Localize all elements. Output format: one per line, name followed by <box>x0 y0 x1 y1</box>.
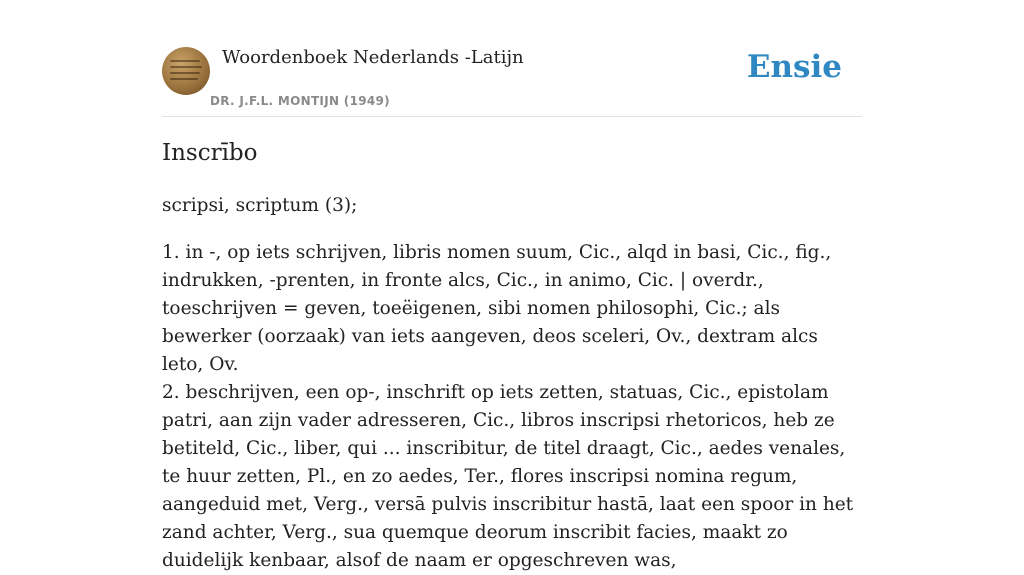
entry-content <box>162 192 862 575</box>
book-author: DR. J.F.L. MONTIJN (1949) <box>210 94 390 108</box>
ensie-logo-link[interactable]: Ensie <box>746 49 842 85</box>
coin-inscription-line <box>170 72 200 74</box>
coin-medallion-icon[interactable] <box>162 47 210 95</box>
coin-inscription-line <box>170 60 200 62</box>
entry-sense-2: 2. beschrijven, een op-, inschrift op iets zetten, statuas, Cic., epistolam patri, aan zijn vader adresseren, Cic., libros inscripsi rhetoricos, heb ze betiteld, Cic., liber, qui ... inscribitur, de titel draagt, Cic., aedes venales, te huur zetten, Pl., en zo aedes, Ter., flores inscripsi nomina regum, aangeduid met, Verg., versā pulvis inscribitur hastā, laat een spoor in het zand achter, Verg., sua quemque deorum inscribit facies, maakt zo duidelijk kenbaar, alsof de naam er opgeschreven was, <box>162 382 854 571</box>
header <box>162 44 862 117</box>
book-title[interactable]: Woordenboek Nederlands -Latijn <box>222 47 524 68</box>
entry-forms: scripsi, scriptum (3); <box>162 195 358 216</box>
coin-inscription-line <box>170 78 198 80</box>
coin-inscription-line <box>170 66 202 68</box>
entry-sense-1: 1. in -, op iets schrijven, libris nomen suum, Cic., alqd in basi, Cic., fig., indrukken, -prenten, in fronte alcs, Cic., in animo, Cic. | overdr., toeschrijven = geven, toeëigenen, sibi nomen philosophi, Cic.; als bewerker (oorzaak) van iets aangeven, deos sceleri, Ov., dextram alcs leto, Ov. <box>162 242 832 375</box>
entry-headword: Inscrībo <box>162 140 258 166</box>
